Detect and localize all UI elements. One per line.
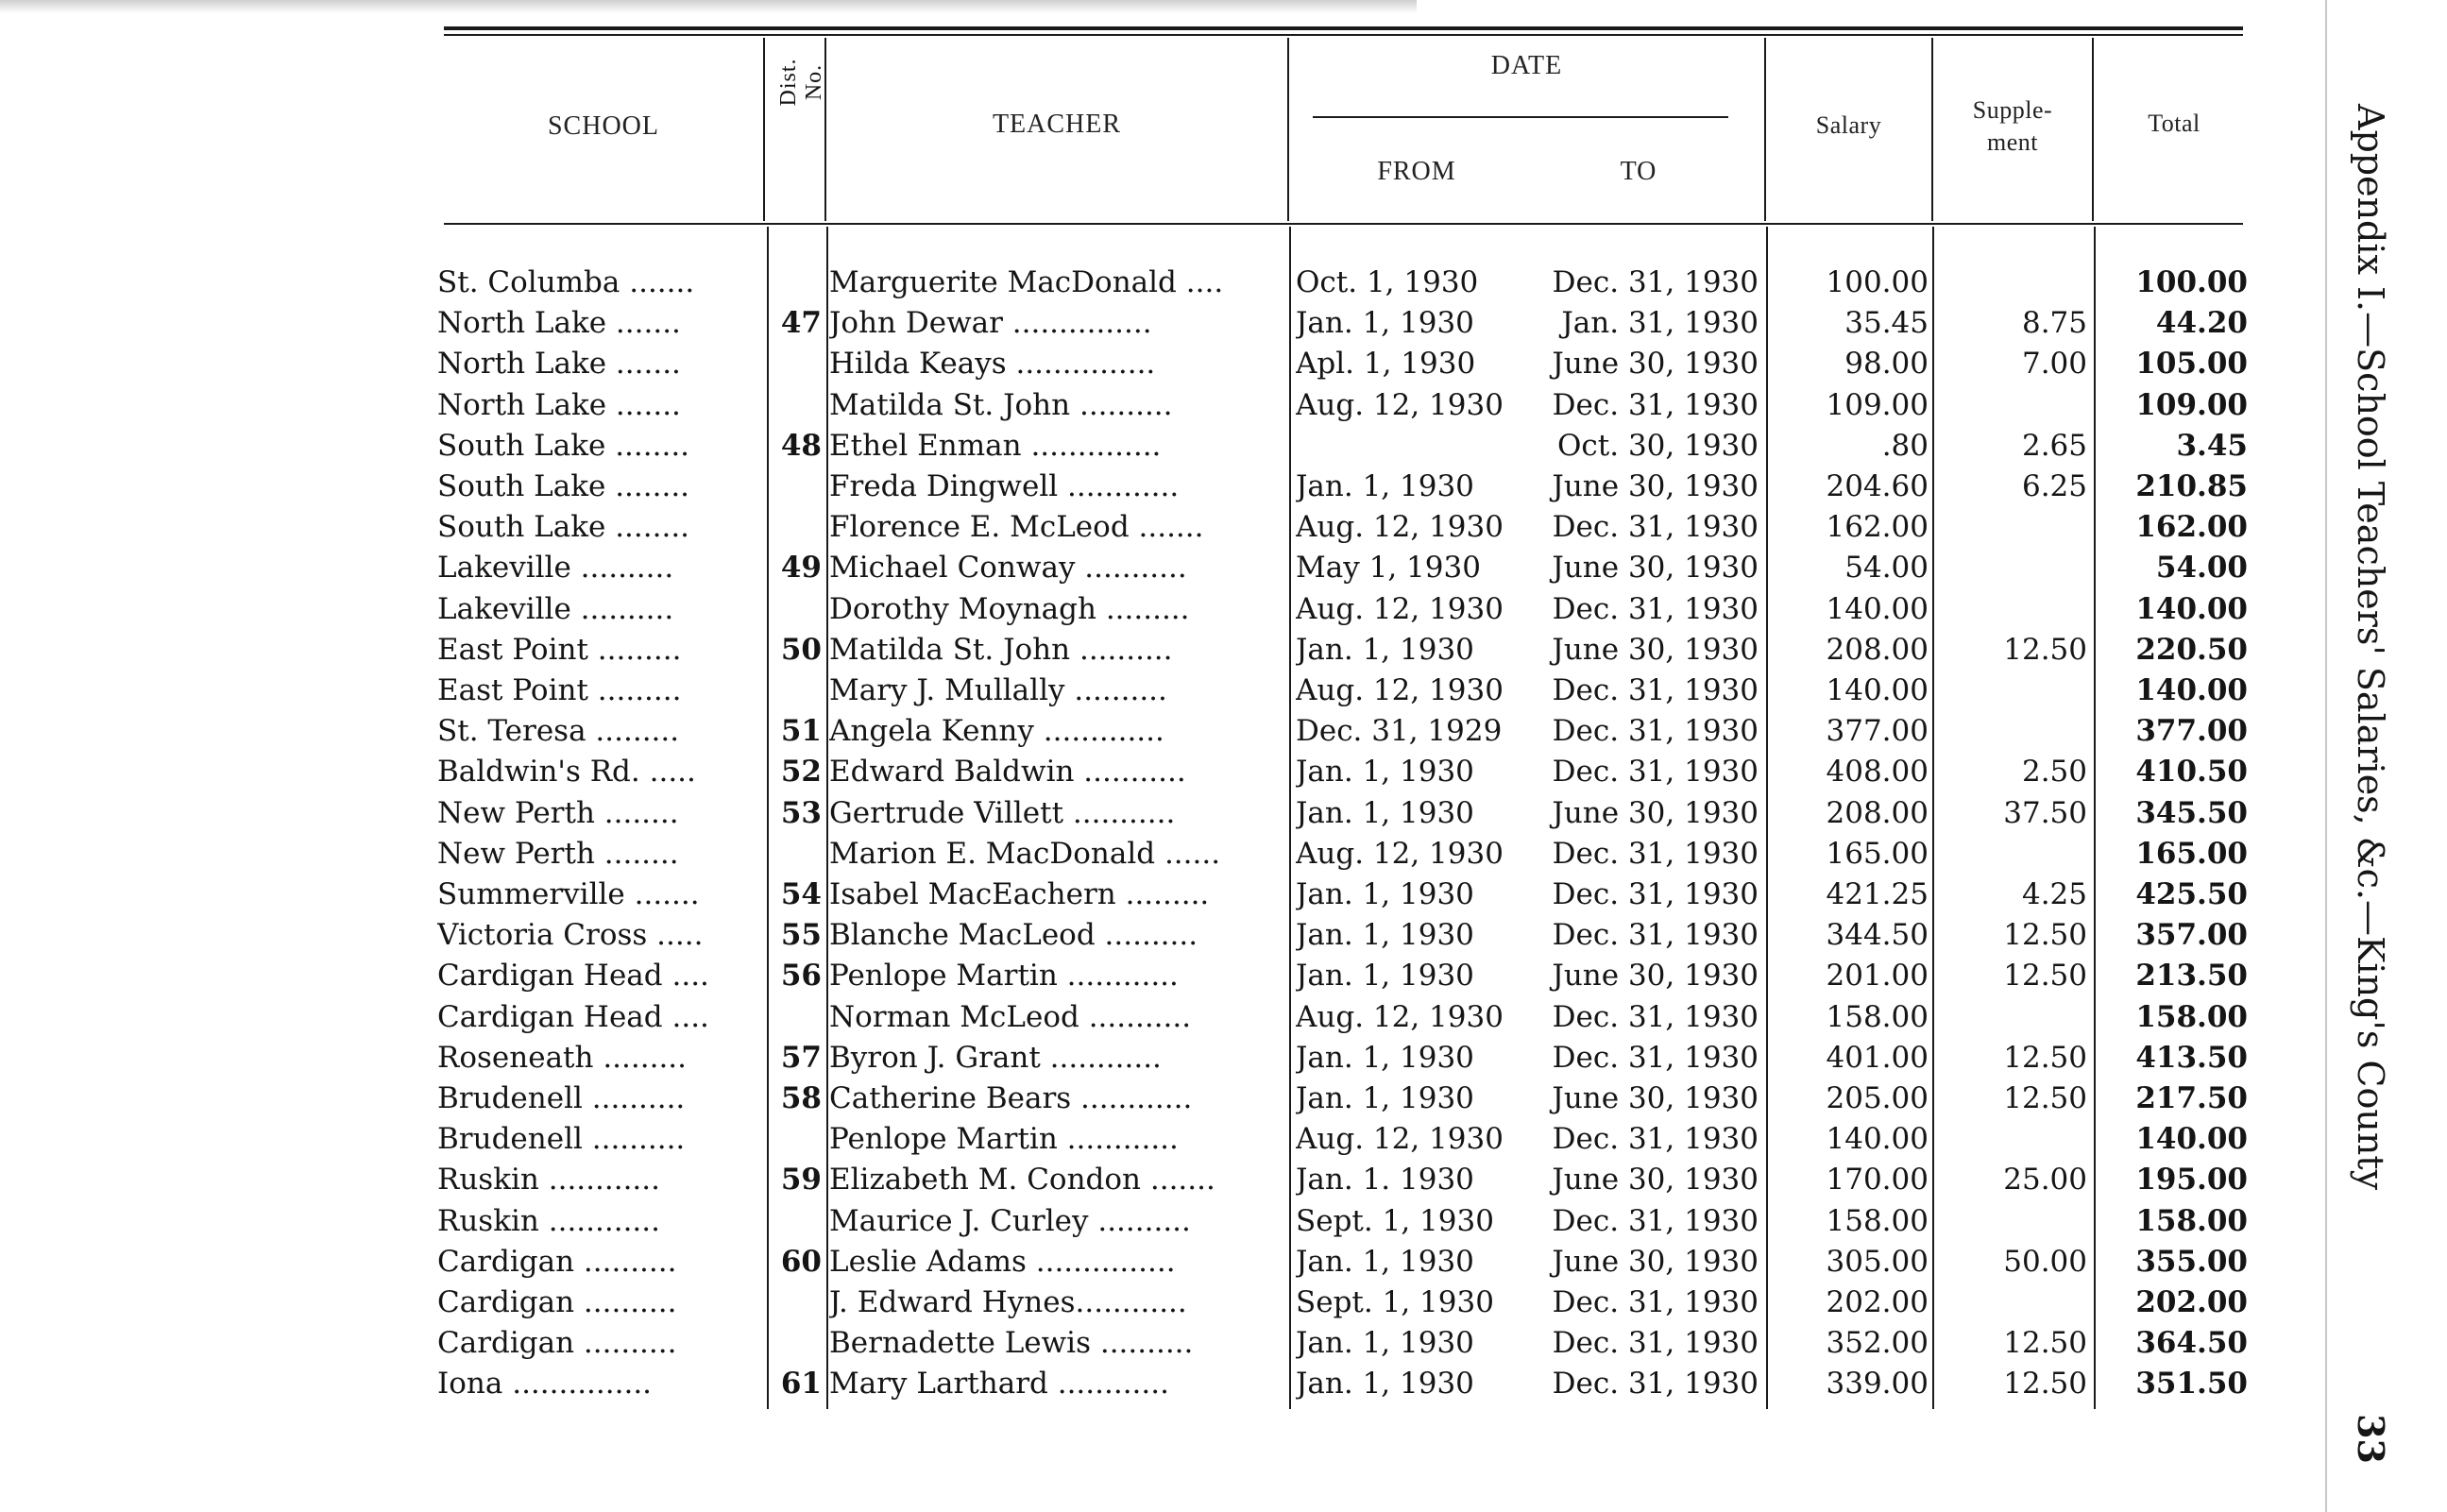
teacher-cell: Blanche MacLeod ..........: [829, 918, 1198, 952]
teacher-cell: Catherine Bears ............: [829, 1081, 1193, 1115]
date-from-cell: Oct. 1, 1930: [1296, 265, 1479, 299]
supplement-cell: 12.50: [2003, 633, 2087, 667]
school-cell: Iona ...............: [437, 1367, 653, 1401]
salary-cell: 158.00: [1826, 1204, 1929, 1238]
date-from-cell: May 1, 1930: [1296, 551, 1481, 585]
table-row: [0, 1323, 2267, 1364]
salary-cell: .80: [1881, 429, 1929, 463]
teacher-cell: Hilda Keays ...............: [829, 347, 1156, 381]
salary-cell: 339.00: [1826, 1367, 1929, 1401]
date-from-cell: Jan. 1, 1930: [1296, 1367, 1474, 1401]
school-cell: Roseneath .........: [437, 1041, 688, 1075]
teacher-cell: Freda Dingwell ............: [829, 469, 1180, 503]
date-to-cell: June 30, 1930: [1552, 347, 1759, 381]
school-cell: Cardigan Head ....: [437, 1000, 709, 1034]
dist-no-cell: 56: [780, 959, 822, 993]
total-cell: 413.50: [2135, 1041, 2248, 1075]
teacher-cell: Michael Conway ...........: [829, 551, 1187, 585]
teacher-cell: Ethel Enman ..............: [829, 429, 1162, 463]
page-edge: [2325, 0, 2327, 1512]
total-cell: 210.85: [2135, 469, 2248, 503]
supplement-cell: 12.50: [2003, 959, 2087, 993]
total-cell: 162.00: [2135, 510, 2248, 544]
date-from-cell: Jan. 1, 1930: [1296, 469, 1474, 503]
salary-cell: 140.00: [1826, 673, 1929, 707]
top-rule-thin: [444, 34, 2243, 36]
total-cell: 217.50: [2135, 1081, 2248, 1115]
dist-no-cell: 61: [780, 1367, 822, 1401]
supplement-cell: 12.50: [2003, 1081, 2087, 1115]
total-cell: 105.00: [2135, 347, 2248, 381]
total-cell: 377.00: [2135, 714, 2248, 748]
dist-no-cell: 59: [780, 1163, 822, 1197]
date-to-cell: Dec. 31, 1930: [1552, 388, 1759, 422]
school-cell: Lakeville ..........: [437, 551, 674, 585]
salary-cell: 165.00: [1826, 837, 1929, 871]
total-cell: 220.50: [2135, 633, 2248, 667]
supplement-cell: 2.50: [2021, 755, 2087, 789]
table-row: [0, 548, 2267, 588]
date-from-cell: Apl. 1, 1930: [1296, 347, 1476, 381]
salary-cell: 344.50: [1826, 918, 1929, 952]
date-to-cell: June 30, 1930: [1552, 1245, 1759, 1279]
date-to-cell: Dec. 31, 1930: [1552, 1041, 1759, 1075]
school-cell: Cardigan ..........: [437, 1285, 677, 1319]
table-row: [0, 467, 2267, 507]
school-cell: North Lake .......: [437, 347, 681, 381]
date-from-cell: Dec. 31, 1929: [1296, 714, 1503, 748]
teacher-cell: Edward Baldwin ...........: [829, 755, 1186, 789]
date-to-cell: Dec. 31, 1930: [1552, 1122, 1759, 1156]
header-salary: Salary: [1815, 111, 1882, 139]
salary-cell: 109.00: [1826, 388, 1929, 422]
salary-cell: 54.00: [1844, 551, 1929, 585]
date-to-cell: Dec. 31, 1930: [1552, 510, 1759, 544]
header-from: FROM: [1377, 157, 1456, 186]
salary-cell: 205.00: [1826, 1081, 1929, 1115]
school-cell: South Lake ........: [437, 469, 690, 503]
total-cell: 100.00: [2135, 265, 2248, 299]
table-row: [0, 1038, 2267, 1079]
dist-no-cell: 57: [780, 1041, 822, 1075]
total-cell: 109.00: [2135, 388, 2248, 422]
total-cell: 425.50: [2135, 877, 2248, 911]
date-to-cell: June 30, 1930: [1552, 551, 1759, 585]
table-row: [0, 344, 2267, 384]
total-cell: 195.00: [2135, 1163, 2248, 1197]
total-cell: 213.50: [2135, 959, 2248, 993]
dist-no-cell: 47: [780, 306, 822, 340]
supplement-cell: 12.50: [2003, 1367, 2087, 1401]
date-to-cell: Dec. 31, 1930: [1552, 918, 1759, 952]
date-to-cell: June 30, 1930: [1552, 796, 1759, 830]
salary-cell: 377.00: [1826, 714, 1929, 748]
total-cell: 351.50: [2135, 1367, 2248, 1401]
total-cell: 202.00: [2135, 1285, 2248, 1319]
supplement-cell: 12.50: [2003, 918, 2087, 952]
school-cell: Ruskin ............: [437, 1204, 660, 1238]
date-to-cell: Dec. 31, 1930: [1552, 1367, 1759, 1401]
school-cell: Cardigan Head ....: [437, 959, 709, 993]
date-from-cell: Aug. 12, 1930: [1296, 837, 1504, 871]
school-cell: Brudenell ..........: [437, 1081, 686, 1115]
salary-cell: 204.60: [1826, 469, 1929, 503]
dist-no-cell: 55: [780, 918, 822, 952]
table-row: [0, 1283, 2267, 1323]
teacher-cell: Norman McLeod ...........: [829, 1000, 1192, 1034]
table-row: [0, 915, 2267, 956]
salary-cell: 208.00: [1826, 633, 1929, 667]
teacher-cell: Mary Larthard ............: [829, 1367, 1169, 1401]
header-dist-no: Dist. No.: [776, 58, 826, 107]
teacher-cell: Marguerite MacDonald ....: [829, 265, 1224, 299]
date-divider-rule: [1313, 116, 1728, 118]
salary-cell: 170.00: [1826, 1163, 1929, 1197]
school-cell: East Point .........: [437, 633, 682, 667]
salary-cell: 401.00: [1826, 1041, 1929, 1075]
header-date: DATE: [1490, 51, 1563, 80]
table-row: [0, 671, 2267, 711]
dist-no-cell: 52: [780, 755, 822, 789]
school-cell: St. Teresa .........: [437, 714, 680, 748]
salary-cell: 202.00: [1826, 1285, 1929, 1319]
school-cell: Lakeville ..........: [437, 592, 674, 626]
school-cell: Ruskin ............: [437, 1163, 660, 1197]
supplement-cell: 37.50: [2003, 796, 2087, 830]
school-cell: South Lake ........: [437, 429, 690, 463]
teacher-cell: Gertrude Villett ...........: [829, 796, 1176, 830]
salary-cell: 35.45: [1844, 306, 1929, 340]
table-row: [0, 875, 2267, 915]
header-school: SCHOOL: [547, 111, 659, 141]
date-to-cell: Dec. 31, 1930: [1552, 673, 1759, 707]
supplement-cell: 50.00: [2003, 1245, 2087, 1279]
date-to-cell: Dec. 31, 1930: [1552, 1326, 1759, 1360]
teacher-cell: Elizabeth M. Condon .......: [829, 1163, 1215, 1197]
date-to-cell: Dec. 31, 1930: [1552, 1285, 1759, 1319]
date-from-cell: Jan. 1, 1930: [1296, 633, 1474, 667]
side-heading: [2333, 104, 2408, 1464]
date-from-cell: Sept. 1, 1930: [1296, 1204, 1494, 1238]
dist-no-cell: 54: [780, 877, 822, 911]
header-supplement: Supple- ment: [1972, 96, 2053, 156]
header-bottom-rule: [444, 223, 2243, 225]
table-row: [0, 630, 2267, 671]
teacher-cell: Matilda St. John ..........: [829, 633, 1173, 667]
supplement-cell: 12.50: [2003, 1326, 2087, 1360]
date-from-cell: Jan. 1, 1930: [1296, 755, 1474, 789]
table-row: [0, 1364, 2267, 1404]
teacher-cell: Angela Kenny .............: [829, 714, 1164, 748]
salary-cell: 408.00: [1826, 755, 1929, 789]
table-row: [0, 303, 2267, 344]
school-cell: Victoria Cross .....: [437, 918, 704, 952]
school-cell: New Perth ........: [437, 837, 679, 871]
dist-no-cell: 50: [780, 633, 822, 667]
date-from-cell: Jan. 1, 1930: [1296, 1245, 1474, 1279]
total-cell: 165.00: [2135, 837, 2248, 871]
dist-no-cell: 51: [780, 714, 822, 748]
date-from-cell: Aug. 12, 1930: [1296, 592, 1504, 626]
date-to-cell: Dec. 31, 1930: [1552, 837, 1759, 871]
teacher-cell: Penlope Martin ............: [829, 1122, 1179, 1156]
date-to-cell: Dec. 31, 1930: [1552, 877, 1759, 911]
date-from-cell: Jan. 1, 1930: [1296, 918, 1474, 952]
teacher-cell: Mary J. Mullally ..........: [829, 673, 1167, 707]
teacher-cell: John Dewar ...............: [829, 306, 1152, 340]
teacher-cell: Byron J. Grant ............: [829, 1041, 1162, 1075]
salary-cell: 100.00: [1826, 265, 1929, 299]
header-total: Total: [2148, 110, 2201, 137]
table-row: [0, 956, 2267, 996]
date-to-cell: Dec. 31, 1930: [1552, 755, 1759, 789]
school-cell: Baldwin's Rd. .....: [437, 755, 696, 789]
date-from-cell: Aug. 12, 1930: [1296, 388, 1504, 422]
header-to: TO: [1620, 157, 1657, 186]
total-cell: 410.50: [2135, 755, 2248, 789]
date-to-cell: June 30, 1930: [1552, 1163, 1759, 1197]
salary-cell: 305.00: [1826, 1245, 1929, 1279]
supplement-cell: 4.25: [2021, 877, 2087, 911]
date-from-cell: Jan. 1, 1930: [1296, 877, 1474, 911]
total-cell: 158.00: [2135, 1204, 2248, 1238]
school-cell: Cardigan ..........: [437, 1245, 677, 1279]
table-row: [0, 1201, 2267, 1242]
table-row: [0, 793, 2267, 834]
table-row: [0, 1079, 2267, 1119]
salary-cell: 98.00: [1844, 347, 1929, 381]
date-from-cell: Aug. 12, 1930: [1296, 1122, 1504, 1156]
table-row: [0, 589, 2267, 630]
total-cell: 140.00: [2135, 592, 2248, 626]
teacher-cell: Matilda St. John ..........: [829, 388, 1173, 422]
table-row: [0, 507, 2267, 548]
school-cell: Summerville .......: [437, 877, 700, 911]
table-row: [0, 263, 2267, 303]
date-from-cell: Jan. 1. 1930: [1296, 1163, 1474, 1197]
supplement-cell: 12.50: [2003, 1041, 2087, 1075]
total-cell: 140.00: [2135, 1122, 2248, 1156]
total-cell: 158.00: [2135, 1000, 2248, 1034]
total-cell: 345.50: [2135, 796, 2248, 830]
supplement-cell: 25.00: [2003, 1163, 2087, 1197]
date-to-cell: Dec. 31, 1930: [1552, 265, 1759, 299]
total-cell: 54.00: [2155, 551, 2248, 585]
total-cell: 357.00: [2135, 918, 2248, 952]
teacher-cell: Marion E. MacDonald ......: [829, 837, 1221, 871]
total-cell: 3.45: [2176, 429, 2248, 463]
date-to-cell: Dec. 31, 1930: [1552, 714, 1759, 748]
dist-no-cell: 60: [780, 1245, 822, 1279]
table-row: [0, 711, 2267, 752]
school-cell: East Point .........: [437, 673, 682, 707]
table-row: [0, 834, 2267, 875]
page-number: 33: [2350, 1414, 2392, 1464]
date-from-cell: Aug. 12, 1930: [1296, 673, 1504, 707]
salary-cell: 140.00: [1826, 1122, 1929, 1156]
total-cell: 140.00: [2135, 673, 2248, 707]
supplement-cell: 8.75: [2021, 306, 2087, 340]
school-cell: St. Columba .......: [437, 265, 695, 299]
total-cell: 44.20: [2155, 306, 2248, 340]
date-to-cell: Dec. 31, 1930: [1552, 592, 1759, 626]
header-line-1: [763, 38, 765, 221]
total-cell: 364.50: [2135, 1326, 2248, 1360]
dist-no-cell: 58: [780, 1081, 822, 1115]
date-to-cell: June 30, 1930: [1552, 959, 1759, 993]
salary-cell: 158.00: [1826, 1000, 1929, 1034]
top-rule-thick: [444, 26, 2243, 30]
side-title: Appendix I.—School Teachers' Salaries, &c.—King's County: [2350, 104, 2391, 1191]
teacher-cell: Florence E. McLeod .......: [829, 510, 1204, 544]
dist-no-cell: 53: [780, 796, 822, 830]
school-cell: South Lake ........: [437, 510, 690, 544]
salary-cell: 140.00: [1826, 592, 1929, 626]
teacher-cell: Maurice J. Curley ..........: [829, 1204, 1191, 1238]
table-row: [0, 1160, 2267, 1200]
date-to-cell: Dec. 31, 1930: [1552, 1204, 1759, 1238]
date-to-cell: Jan. 31, 1930: [1561, 306, 1759, 340]
teacher-cell: Bernadette Lewis ..........: [829, 1326, 1194, 1360]
date-to-cell: June 30, 1930: [1552, 469, 1759, 503]
school-cell: Brudenell ..........: [437, 1122, 686, 1156]
salary-cell: 352.00: [1826, 1326, 1929, 1360]
date-from-cell: Jan. 1, 1930: [1296, 1081, 1474, 1115]
teacher-cell: Isabel MacEachern .........: [829, 877, 1210, 911]
date-from-cell: Jan. 1, 1930: [1296, 796, 1474, 830]
date-to-cell: June 30, 1930: [1552, 1081, 1759, 1115]
supplement-cell: 2.65: [2021, 429, 2087, 463]
supplement-cell: 7.00: [2021, 347, 2087, 381]
dist-no-cell: 49: [780, 551, 822, 585]
date-from-cell: Jan. 1, 1930: [1296, 306, 1474, 340]
supplement-cell: 6.25: [2021, 469, 2087, 503]
scan-shading: [0, 0, 1417, 13]
date-from-cell: Aug. 12, 1930: [1296, 1000, 1504, 1034]
table-row: [0, 426, 2267, 467]
date-to-cell: June 30, 1930: [1552, 633, 1759, 667]
salary-cell: 162.00: [1826, 510, 1929, 544]
salary-cell: 421.25: [1826, 877, 1929, 911]
date-to-cell: Dec. 31, 1930: [1552, 1000, 1759, 1034]
table-row: [0, 1119, 2267, 1160]
table-row: [0, 997, 2267, 1038]
school-cell: New Perth ........: [437, 796, 679, 830]
teacher-cell: Penlope Martin ............: [829, 959, 1179, 993]
date-from-cell: Jan. 1, 1930: [1296, 1041, 1474, 1075]
school-cell: North Lake .......: [437, 306, 681, 340]
date-from-cell: Aug. 12, 1930: [1296, 510, 1504, 544]
dist-no-cell: 48: [780, 429, 822, 463]
total-cell: 355.00: [2135, 1245, 2248, 1279]
table-row: [0, 1242, 2267, 1283]
date-from-cell: Sept. 1, 1930: [1296, 1285, 1494, 1319]
date-from-cell: Jan. 1, 1930: [1296, 959, 1474, 993]
school-cell: Cardigan ..........: [437, 1326, 677, 1360]
salary-cell: 201.00: [1826, 959, 1929, 993]
school-cell: North Lake .......: [437, 388, 681, 422]
table-row: [0, 385, 2267, 426]
date-from-cell: Jan. 1, 1930: [1296, 1326, 1474, 1360]
teacher-cell: Dorothy Moynagh .........: [829, 592, 1190, 626]
header-teacher: TEACHER: [992, 110, 1122, 139]
table-row: [0, 752, 2267, 792]
teacher-cell: J. Edward Hynes............: [829, 1285, 1187, 1319]
teacher-cell: Leslie Adams ...............: [829, 1245, 1176, 1279]
salary-cell: 208.00: [1826, 796, 1929, 830]
date-to-cell: Oct. 30, 1930: [1557, 429, 1759, 463]
